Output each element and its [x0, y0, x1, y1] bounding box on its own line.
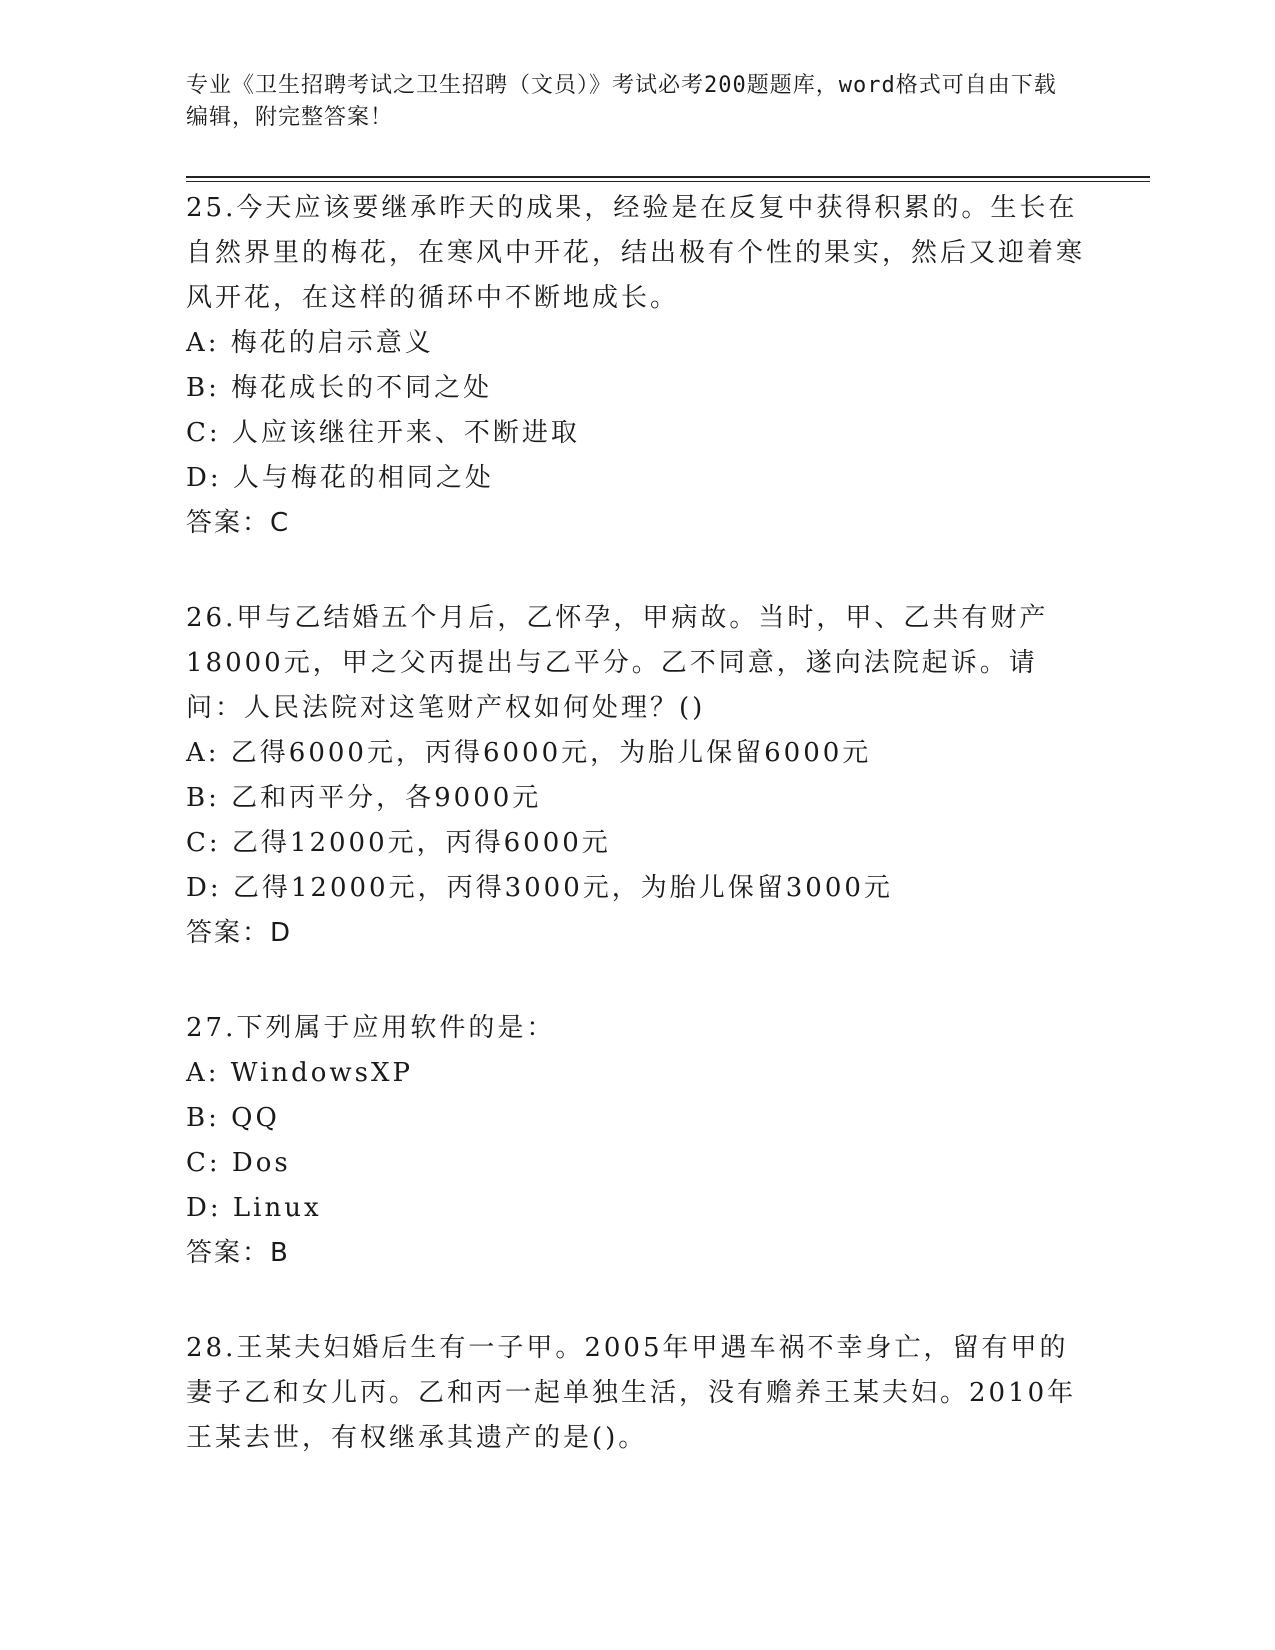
option-a: A: WindowsXP [186, 1058, 414, 1088]
option-c: C: Dos [186, 1148, 291, 1178]
answer-label: 答案：B [186, 1238, 290, 1268]
question-25 [186, 186, 1086, 546]
option-b: B: 乙和丙平分，各9000元 [186, 783, 542, 813]
answer-label: 答案：D [186, 918, 293, 948]
option-c: C: 乙得12000元，丙得6000元 [186, 828, 611, 858]
question-stem: 26.甲与乙结婚五个月后，乙怀孕，甲病故。当时，甲、乙共有财产18000元，甲之父丙提出与乙平分。乙不同意，遂向法院起诉。请问：人民法院对这笔财产权如何处理？() [186, 603, 1049, 723]
question-stem: 25.今天应该要继承昨天的成果，经验是在反复中获得积累的。生长在自然界里的梅花，在寒风中开花，结出极有个性的果实，然后又迎着寒风开花，在这样的循环中不断地成长。 [186, 193, 1086, 313]
question-27 [186, 1006, 1086, 1276]
answer-label: 答案：C [186, 508, 291, 538]
option-a: A: 乙得6000元，丙得6000元，为胎儿保留6000元 [186, 738, 872, 768]
option-d: D: Linux [186, 1193, 322, 1223]
option-a: A: 梅花的启示意义 [186, 328, 434, 358]
option-b: B: 梅花成长的不同之处 [186, 373, 493, 403]
document-header: 专业《卫生招聘考试之卫生招聘（文员）》考试必考200题题库，word格式可自由下载编辑，附完整答案！ [186, 73, 1057, 130]
option-d: D: 人与梅花的相同之处 [186, 463, 494, 493]
header-divider [186, 176, 1150, 182]
question-26 [186, 596, 1086, 956]
option-c: C: 人应该继往开来、不断进取 [186, 418, 580, 448]
option-b: B: QQ [186, 1103, 280, 1133]
option-d: D: 乙得12000元，丙得3000元，为胎儿保留3000元 [186, 873, 893, 903]
question-stem: 28.王某夫妇婚后生有一子甲。2005年甲遇车祸不幸身亡，留有甲的妻子乙和女儿丙。乙和丙一起单独生活，没有赡养王某夫妇。2010年王某去世，有权继承其遗产的是()。 [186, 1333, 1077, 1453]
question-list [186, 186, 1086, 1511]
question-stem: 27.下列属于应用软件的是： [186, 1013, 556, 1043]
question-28 [186, 1326, 1086, 1461]
